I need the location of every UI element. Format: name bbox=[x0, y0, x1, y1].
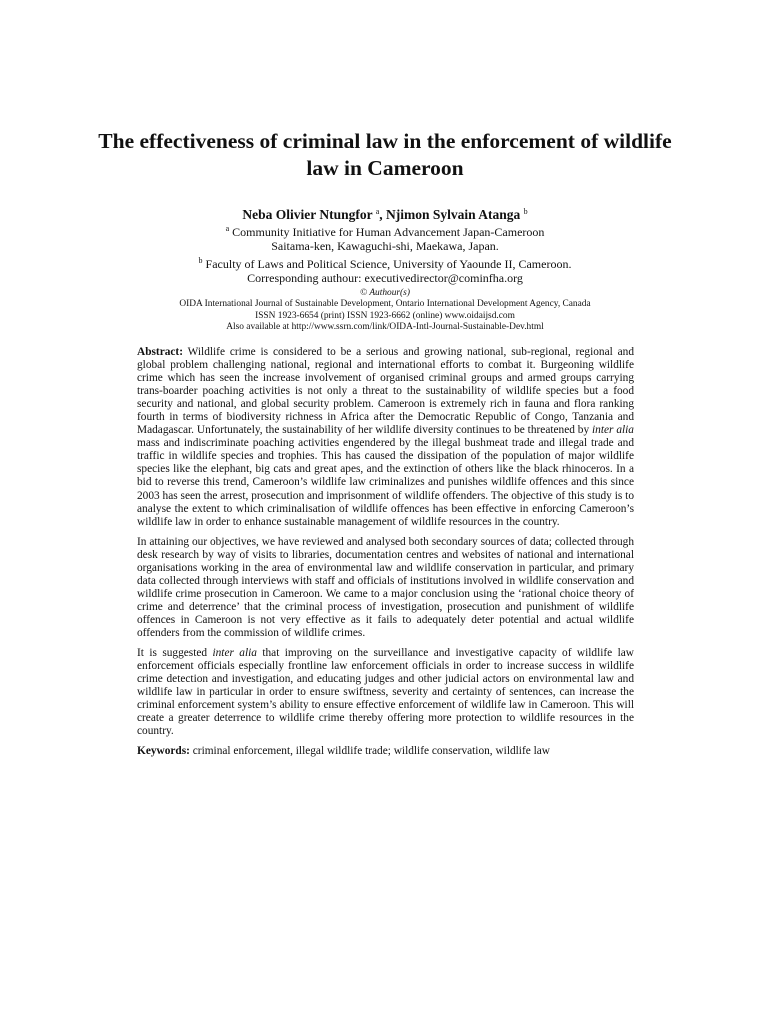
paper-title: The effectiveness of criminal law in the enforcement of wildlife law in Cameroon bbox=[98, 129, 672, 180]
latin-phrase: inter alia bbox=[592, 424, 634, 437]
availability-line: Also available at http://www.ssrn.com/link/OIDA-Intl-Journal-Sustainable-Dev.html bbox=[226, 322, 544, 333]
keywords-text: criminal enforcement, illegal wildlife trade; wildlife conservation, wildlife law bbox=[189, 745, 550, 758]
journal-name: OIDA International Journal of Sustainable Development, Ontario International Development Agency, Canada bbox=[179, 299, 591, 310]
abstract-paragraph bbox=[137, 647, 634, 738]
abstract-text: that improving on the surveillance and investigative capacity of wildlife law enforcement officials especially frontline law enforcement officials in order to increase success in wildlife crime detection and investigation, and educating judges and other judicial actors on environmental law and wildlife law in particular in order to ensure swiftness, severity and certainty of sentences, can increase the criminal enforcement system’s ability to ensure effective enforcement of wildlife law in Cameroon. This will create a greater deterrence to wildlife crime thereby offering more protection to wildlife resources in the country. bbox=[137, 647, 634, 738]
latin-phrase: inter alia bbox=[212, 647, 257, 660]
abstract-text: Wildlife crime is considered to be a serious and growing national, sub-regional, regional and global problem challenging national, regional and international efforts to combat it. Burgeoning wildlife crime which has seen the increase involvement of organised criminal groups and armed groups carrying trans-boarder poaching activities is not only a threat to the sustainability of wildlife species but a food security and national, and global security problem. Cameroon is extremely rich in fauna and flora ranking fourth in terms of biodiversity richness in Africa after the Democratic Republic of Congo, Tanzania and Madagascar. Unfortunately, the sustainability of her wildlife diversity continues to be threatened by bbox=[137, 346, 634, 437]
abstract-paragraph: In attaining our objectives, we have reviewed and analysed both secondary sources of data; collected through desk research by way of visits to libraries, documentation centres and websites of national and international organisations working in the area of environmental law and wildlife conservation in particular, and primary data collected through interviews with staff and officials of institutions involved in wildlife conservation and wildlife crime prosecution in Cameroon. We came to a major conclusion using the ‘rational choice theory of crime and deterrence’ that the criminal process of investigation, prosecution and punishment of wildlife offences in Cameroon is not very effective as it fails to adequately deter potential and actual wildlife offenders from the commission of wildlife crimes. bbox=[137, 535, 634, 639]
affiliation-mark: a bbox=[225, 224, 230, 233]
abstract-label: Abstract: bbox=[137, 346, 183, 358]
abstract-paragraph bbox=[137, 346, 634, 529]
keywords-line bbox=[137, 745, 634, 758]
keywords-label: Keywords: bbox=[137, 745, 190, 758]
affiliation-text: Faculty of Laws and Political Science, University of Yaounde II, Cameroon. bbox=[205, 256, 572, 271]
affiliation-text: Community Initiative for Human Advancement Japan-Cameroon bbox=[232, 225, 545, 239]
affiliations bbox=[90, 222, 680, 285]
corresponding-author: Corresponding authour: executivedirector@cominfha.org bbox=[247, 270, 523, 285]
copyright-notice: © Authour(s) bbox=[360, 288, 410, 298]
abstract-section bbox=[137, 346, 634, 765]
affiliation-address: Saitama-ken, Kawaguchi-shi, Maekawa, Japan. bbox=[271, 239, 499, 254]
issn-line: ISSN 1923-6654 (print) ISSN 1923-6662 (online) www.oidaijsd.com bbox=[255, 310, 515, 321]
author-separator: , bbox=[379, 207, 387, 222]
abstract-text: It is suggested bbox=[137, 647, 213, 660]
abstract-text: mass and indiscriminate poaching activities engendered by the illegal bushmeat trade and illegal trade and traffic in wildlife species and trophies. This has caused the dissipation of the population of major wildlife species like the elephant, big cats and great apes, and the extinction of others like the black rhinoceros. In a bid to reverse this trend, Cameroon’s wildlife law criminalizes and punishes wildlife offences and this since 2003 has seen the arrest, prosecution and imprisonment of wildlife offenders. The objective of this study is to analyse the extent to which criminalisation of wildlife offences has been effective in enforcing Cameroon’s wildlife law in order to enhance sustainable management of wildlife resources in the country. bbox=[137, 437, 634, 528]
affiliation-mark: b bbox=[198, 255, 203, 265]
author-name: Neba Olivier Ntungfor bbox=[242, 207, 373, 222]
affiliation-a bbox=[90, 222, 680, 239]
author-affiliation-mark: b bbox=[523, 207, 528, 216]
author-name: Njimon Sylvain Atanga bbox=[386, 207, 521, 222]
affiliation-b bbox=[90, 254, 680, 271]
publication-info bbox=[90, 288, 680, 334]
author-affiliation-mark: a bbox=[375, 207, 380, 216]
author-line bbox=[90, 203, 680, 224]
